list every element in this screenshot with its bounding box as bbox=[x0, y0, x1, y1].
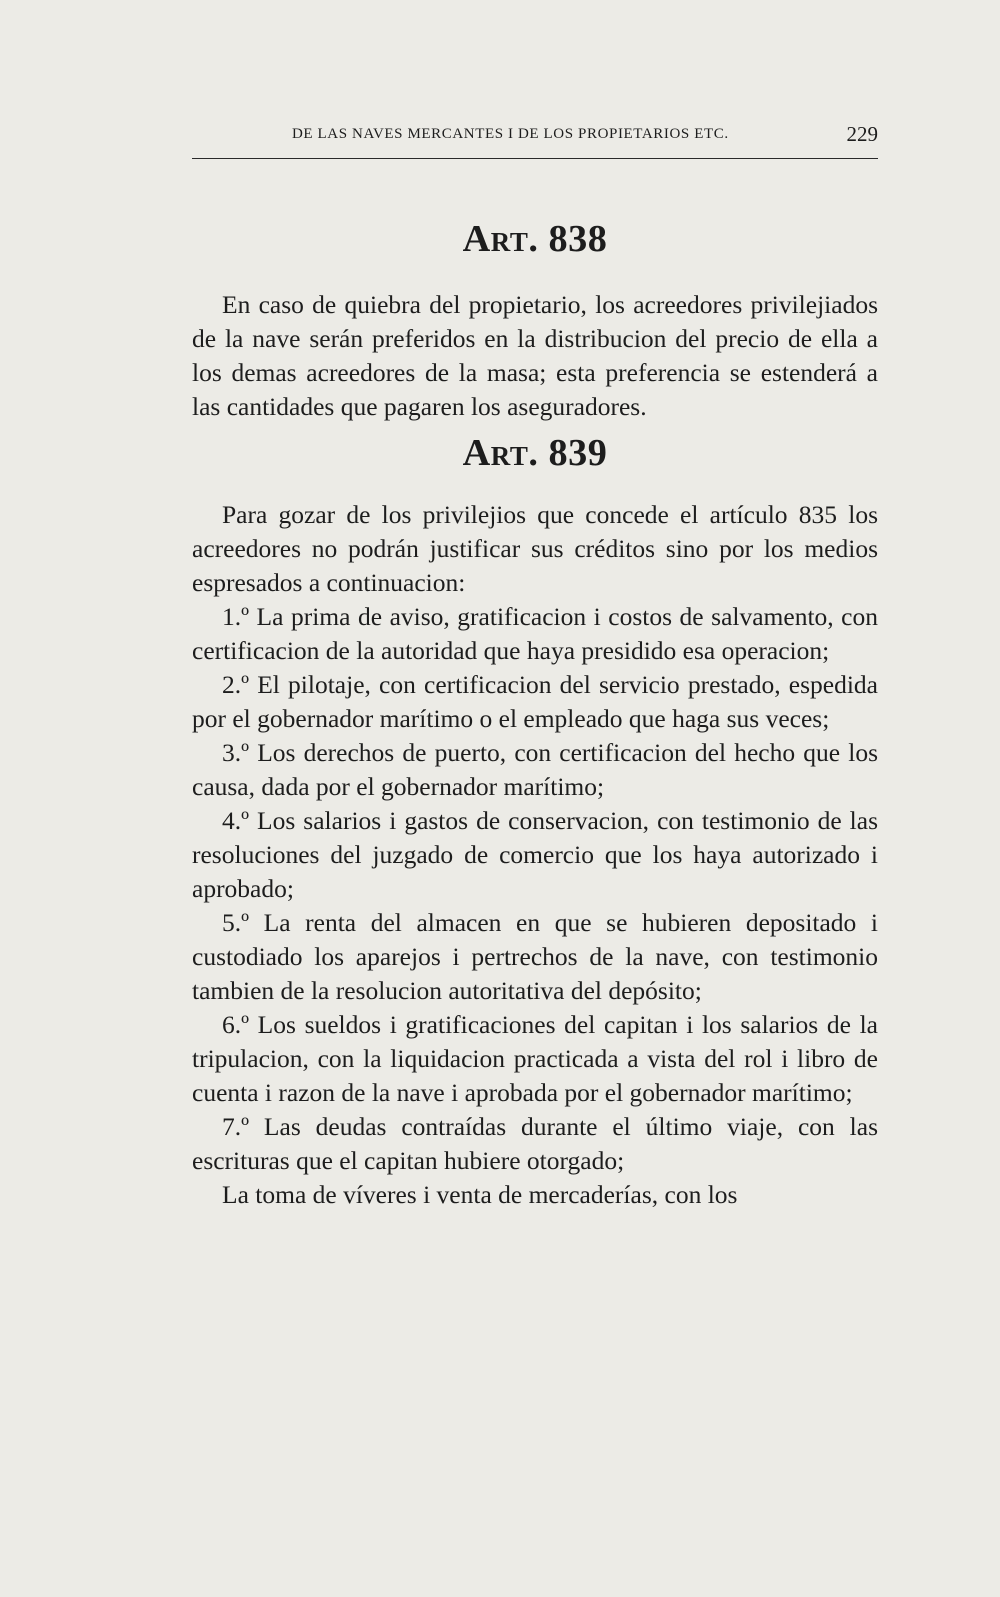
article-label: Art. bbox=[462, 432, 539, 474]
article-839-intro: Para gozar de los privilejios que concede el artículo 835 los acreedores no podrán justificar sus créditos sino por los medios espresados a continuacion: bbox=[192, 500, 878, 597]
text-column bbox=[192, 218, 878, 1212]
article-number: 839 bbox=[548, 432, 608, 474]
article-839-item-3: 3.º Los derechos de puerto, con certificacion del hecho que los causa, dada por el gobernador marítimo; bbox=[192, 738, 878, 801]
article-838-heading bbox=[192, 218, 878, 260]
page-number: 229 bbox=[846, 122, 878, 146]
article-839-heading bbox=[192, 432, 878, 474]
running-title: DE LAS NAVES MERCANTES I DE LOS PROPIETARIOS ETC. bbox=[292, 126, 729, 142]
article-839-item-8: La toma de víveres i venta de mercaderías, con los bbox=[222, 1180, 738, 1209]
article-number: 838 bbox=[548, 218, 608, 260]
running-header bbox=[192, 122, 878, 156]
article-838-text: En caso de quiebra del propietario, los acreedores privilejiados de la nave serán preferidos en la distribucion del precio de ella a los demas acreedores de la masa; esta preferencia se estenderá a las cantidades que pagaren los aseguradores. bbox=[192, 290, 878, 421]
article-839-item-4: 4.º Los salarios i gastos de conservacion, con testimonio de las resoluciones del juzgado de comercio que los haya autorizado i aprobado; bbox=[192, 806, 878, 903]
article-839-item-5: 5.º La renta del almacen en que se hubieren depositado i custodiado los aparejos i pertrechos de la nave, con testimonio tambien de la resolucion autoritativa del depósito; bbox=[192, 908, 878, 1005]
article-839-item-1: 1.º La prima de aviso, gratificacion i costos de salvamento, con certificacion de la autoridad que haya presidido esa operacion; bbox=[192, 602, 878, 665]
article-label: Art. bbox=[462, 218, 539, 260]
article-839-item-2: 2.º El pilotaje, con certificacion del servicio prestado, espedida por el gobernador marítimo o el empleado que haga sus veces; bbox=[192, 670, 878, 733]
article-839-item-7: 7.º Las deudas contraídas durante el último viaje, con las escrituras que el capitan hubiere otorgado; bbox=[192, 1112, 878, 1175]
header-rule bbox=[192, 158, 878, 159]
article-839-item-6: 6.º Los sueldos i gratificaciones del capitan i los salarios de la tripulacion, con la liquidacion practicada a vista del rol i libro de cuenta i razon de la nave i aprobada por el gobernador marítimo; bbox=[192, 1010, 878, 1107]
